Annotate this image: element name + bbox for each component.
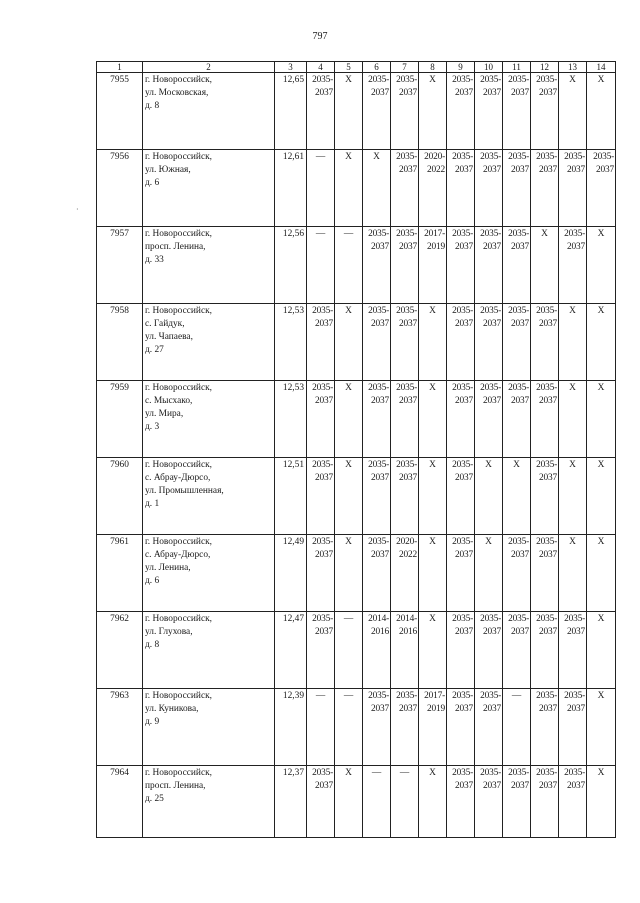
indicator-value: 12,47 bbox=[275, 612, 307, 689]
period-cell-10: 2035- 2037 bbox=[475, 304, 503, 381]
period-cell-10: 2035- 2037 bbox=[475, 689, 503, 766]
period-cell-11: 2035- 2037 bbox=[503, 612, 531, 689]
column-header: 13 bbox=[559, 62, 587, 73]
indicator-value: 12,49 bbox=[275, 535, 307, 612]
period-cell-14: X bbox=[587, 304, 616, 381]
period-cell-4: 2035- 2037 bbox=[307, 458, 335, 535]
column-header: 9 bbox=[447, 62, 475, 73]
row-number: 7959 bbox=[97, 381, 143, 458]
period-cell-9: 2035- 2037 bbox=[447, 689, 475, 766]
period-cell-7: 2035- 2037 bbox=[391, 458, 419, 535]
period-cell-8: 2020- 2022 bbox=[419, 150, 447, 227]
row-number: 7961 bbox=[97, 535, 143, 612]
column-header: 1 bbox=[97, 62, 143, 73]
period-cell-11: 2035- 2037 bbox=[503, 535, 531, 612]
period-cell-7: 2035- 2037 bbox=[391, 304, 419, 381]
period-cell-10: X bbox=[475, 535, 503, 612]
period-cell-12: 2035- 2037 bbox=[531, 304, 559, 381]
period-cell-6: X bbox=[363, 150, 391, 227]
period-cell-14: X bbox=[587, 458, 616, 535]
period-cell-13: X bbox=[559, 73, 587, 150]
period-cell-6: 2014- 2016 bbox=[363, 612, 391, 689]
period-cell-4: — bbox=[307, 227, 335, 304]
address-cell: г. Новороссийск, ул. Московская, д. 8 bbox=[143, 73, 275, 150]
column-header: 11 bbox=[503, 62, 531, 73]
row-number: 7957 bbox=[97, 227, 143, 304]
period-cell-14: X bbox=[587, 535, 616, 612]
period-cell-12: 2035- 2037 bbox=[531, 73, 559, 150]
period-cell-8: X bbox=[419, 381, 447, 458]
period-cell-13: 2035- 2037 bbox=[559, 612, 587, 689]
period-cell-4: 2035- 2037 bbox=[307, 73, 335, 150]
period-cell-14: X bbox=[587, 766, 616, 838]
indicator-value: 12,53 bbox=[275, 381, 307, 458]
period-cell-7: 2035- 2037 bbox=[391, 73, 419, 150]
column-header: 7 bbox=[391, 62, 419, 73]
header-row bbox=[97, 62, 616, 73]
period-cell-4: 2035- 2037 bbox=[307, 612, 335, 689]
indicator-value: 12,51 bbox=[275, 458, 307, 535]
indicator-value: 12,61 bbox=[275, 150, 307, 227]
column-header: 8 bbox=[419, 62, 447, 73]
period-cell-5: X bbox=[335, 458, 363, 535]
period-cell-4: 2035- 2037 bbox=[307, 535, 335, 612]
table-header bbox=[97, 62, 616, 73]
period-cell-10: 2035- 2037 bbox=[475, 227, 503, 304]
period-cell-8: X bbox=[419, 73, 447, 150]
column-header: 12 bbox=[531, 62, 559, 73]
period-cell-4: — bbox=[307, 150, 335, 227]
period-cell-14: 2035- 2037 bbox=[587, 150, 616, 227]
period-cell-12: 2035- 2037 bbox=[531, 381, 559, 458]
page-number: 797 bbox=[312, 31, 328, 42]
period-cell-6: 2035- 2037 bbox=[363, 73, 391, 150]
period-cell-9: 2035- 2037 bbox=[447, 458, 475, 535]
table-row bbox=[97, 381, 616, 458]
address-cell: г. Новороссийск, просп. Ленина, д. 33 bbox=[143, 227, 275, 304]
period-cell-11: 2035- 2037 bbox=[503, 766, 531, 838]
period-cell-7: 2035- 2037 bbox=[391, 150, 419, 227]
row-number: 7958 bbox=[97, 304, 143, 381]
period-cell-14: X bbox=[587, 227, 616, 304]
address-cell: г. Новороссийск, с. Гайдук, ул. Чапаева, д. 27 bbox=[143, 304, 275, 381]
period-cell-10: 2035- 2037 bbox=[475, 381, 503, 458]
period-cell-5: X bbox=[335, 766, 363, 838]
period-cell-6: — bbox=[363, 766, 391, 838]
indicator-value: 12,37 bbox=[275, 766, 307, 838]
period-cell-13: 2035- 2037 bbox=[559, 227, 587, 304]
table-row bbox=[97, 150, 616, 227]
period-cell-11: 2035- 2037 bbox=[503, 304, 531, 381]
period-cell-6: 2035- 2037 bbox=[363, 304, 391, 381]
period-cell-8: 2017- 2019 bbox=[419, 227, 447, 304]
period-cell-12: 2035- 2037 bbox=[531, 612, 559, 689]
period-cell-9: 2035- 2037 bbox=[447, 150, 475, 227]
period-cell-13: X bbox=[559, 304, 587, 381]
period-cell-12: 2035- 2037 bbox=[531, 766, 559, 838]
address-cell: г. Новороссийск, с. Абрау-Дюрсо, ул. Ленина, д. 6 bbox=[143, 535, 275, 612]
period-cell-5: X bbox=[335, 535, 363, 612]
table-body bbox=[97, 73, 616, 838]
address-cell: г. Новороссийск, ул. Куникова, д. 9 bbox=[143, 689, 275, 766]
period-cell-13: X bbox=[559, 381, 587, 458]
period-cell-11: 2035- 2037 bbox=[503, 227, 531, 304]
period-cell-12: 2035- 2037 bbox=[531, 150, 559, 227]
table-row bbox=[97, 612, 616, 689]
table-row bbox=[97, 304, 616, 381]
period-cell-9: 2035- 2037 bbox=[447, 612, 475, 689]
period-cell-7: — bbox=[391, 766, 419, 838]
period-cell-14: X bbox=[587, 689, 616, 766]
margin-mark: · bbox=[76, 205, 79, 214]
period-cell-11: 2035- 2037 bbox=[503, 381, 531, 458]
period-cell-9: 2035- 2037 bbox=[447, 73, 475, 150]
period-cell-7: 2014- 2016 bbox=[391, 612, 419, 689]
period-cell-8: X bbox=[419, 304, 447, 381]
period-cell-7: 2035- 2037 bbox=[391, 381, 419, 458]
address-cell: г. Новороссийск, просп. Ленина, д. 25 bbox=[143, 766, 275, 838]
address-cell: г. Новороссийск, с. Мысхако, ул. Мира, д. 3 bbox=[143, 381, 275, 458]
period-cell-9: 2035- 2037 bbox=[447, 535, 475, 612]
period-cell-9: 2035- 2037 bbox=[447, 304, 475, 381]
row-number: 7960 bbox=[97, 458, 143, 535]
period-cell-14: X bbox=[587, 73, 616, 150]
period-cell-14: X bbox=[587, 381, 616, 458]
period-cell-11: 2035- 2037 bbox=[503, 73, 531, 150]
period-cell-7: 2035- 2037 bbox=[391, 689, 419, 766]
period-cell-8: 2017- 2019 bbox=[419, 689, 447, 766]
period-cell-13: 2035- 2037 bbox=[559, 150, 587, 227]
period-cell-6: 2035- 2037 bbox=[363, 458, 391, 535]
table-row bbox=[97, 535, 616, 612]
period-cell-10: 2035- 2037 bbox=[475, 73, 503, 150]
period-cell-4: 2035- 2037 bbox=[307, 381, 335, 458]
column-header: 3 bbox=[275, 62, 307, 73]
period-cell-5: — bbox=[335, 612, 363, 689]
period-cell-6: 2035- 2037 bbox=[363, 381, 391, 458]
period-cell-9: 2035- 2037 bbox=[447, 766, 475, 838]
period-cell-7: 2020- 2022 bbox=[391, 535, 419, 612]
period-cell-12: 2035- 2037 bbox=[531, 689, 559, 766]
table-row bbox=[97, 73, 616, 150]
period-cell-13: X bbox=[559, 535, 587, 612]
period-cell-12: 2035- 2037 bbox=[531, 458, 559, 535]
indicator-value: 12,39 bbox=[275, 689, 307, 766]
period-cell-12: X bbox=[531, 227, 559, 304]
period-cell-6: 2035- 2037 bbox=[363, 227, 391, 304]
period-cell-5: — bbox=[335, 227, 363, 304]
table-row bbox=[97, 458, 616, 535]
indicator-value: 12,56 bbox=[275, 227, 307, 304]
period-cell-5: X bbox=[335, 150, 363, 227]
period-cell-5: X bbox=[335, 304, 363, 381]
period-cell-13: X bbox=[559, 458, 587, 535]
period-cell-8: X bbox=[419, 458, 447, 535]
column-header: 10 bbox=[475, 62, 503, 73]
period-cell-7: 2035- 2037 bbox=[391, 227, 419, 304]
period-cell-14: X bbox=[587, 612, 616, 689]
row-number: 7964 bbox=[97, 766, 143, 838]
indicator-value: 12,65 bbox=[275, 73, 307, 150]
period-cell-6: 2035- 2037 bbox=[363, 535, 391, 612]
register-table bbox=[96, 61, 616, 838]
period-cell-11: — bbox=[503, 689, 531, 766]
period-cell-10: 2035- 2037 bbox=[475, 150, 503, 227]
period-cell-9: 2035- 2037 bbox=[447, 381, 475, 458]
period-cell-4: — bbox=[307, 689, 335, 766]
period-cell-10: 2035- 2037 bbox=[475, 766, 503, 838]
indicator-value: 12,53 bbox=[275, 304, 307, 381]
period-cell-4: 2035- 2037 bbox=[307, 766, 335, 838]
row-number: 7962 bbox=[97, 612, 143, 689]
row-number: 7963 bbox=[97, 689, 143, 766]
period-cell-8: X bbox=[419, 535, 447, 612]
period-cell-9: 2035- 2037 bbox=[447, 227, 475, 304]
address-cell: г. Новороссийск, ул. Глухова, д. 8 bbox=[143, 612, 275, 689]
table-row bbox=[97, 689, 616, 766]
period-cell-11: 2035- 2037 bbox=[503, 150, 531, 227]
period-cell-8: X bbox=[419, 766, 447, 838]
period-cell-8: X bbox=[419, 612, 447, 689]
period-cell-5: X bbox=[335, 381, 363, 458]
period-cell-11: X bbox=[503, 458, 531, 535]
table-row bbox=[97, 227, 616, 304]
row-number: 7956 bbox=[97, 150, 143, 227]
period-cell-13: 2035- 2037 bbox=[559, 689, 587, 766]
column-header: 6 bbox=[363, 62, 391, 73]
period-cell-5: — bbox=[335, 689, 363, 766]
column-header: 4 bbox=[307, 62, 335, 73]
period-cell-12: 2035- 2037 bbox=[531, 535, 559, 612]
column-header: 14 bbox=[587, 62, 616, 73]
period-cell-5: X bbox=[335, 73, 363, 150]
period-cell-13: 2035- 2037 bbox=[559, 766, 587, 838]
address-cell: г. Новороссийск, с. Абрау-Дюрсо, ул. Промышленная, д. 1 bbox=[143, 458, 275, 535]
period-cell-10: 2035- 2037 bbox=[475, 612, 503, 689]
address-cell: г. Новороссийск, ул. Южная, д. 6 bbox=[143, 150, 275, 227]
period-cell-10: X bbox=[475, 458, 503, 535]
period-cell-4: 2035- 2037 bbox=[307, 304, 335, 381]
period-cell-6: 2035- 2037 bbox=[363, 689, 391, 766]
row-number: 7955 bbox=[97, 73, 143, 150]
column-header: 2 bbox=[143, 62, 275, 73]
table-row bbox=[97, 766, 616, 838]
column-header: 5 bbox=[335, 62, 363, 73]
